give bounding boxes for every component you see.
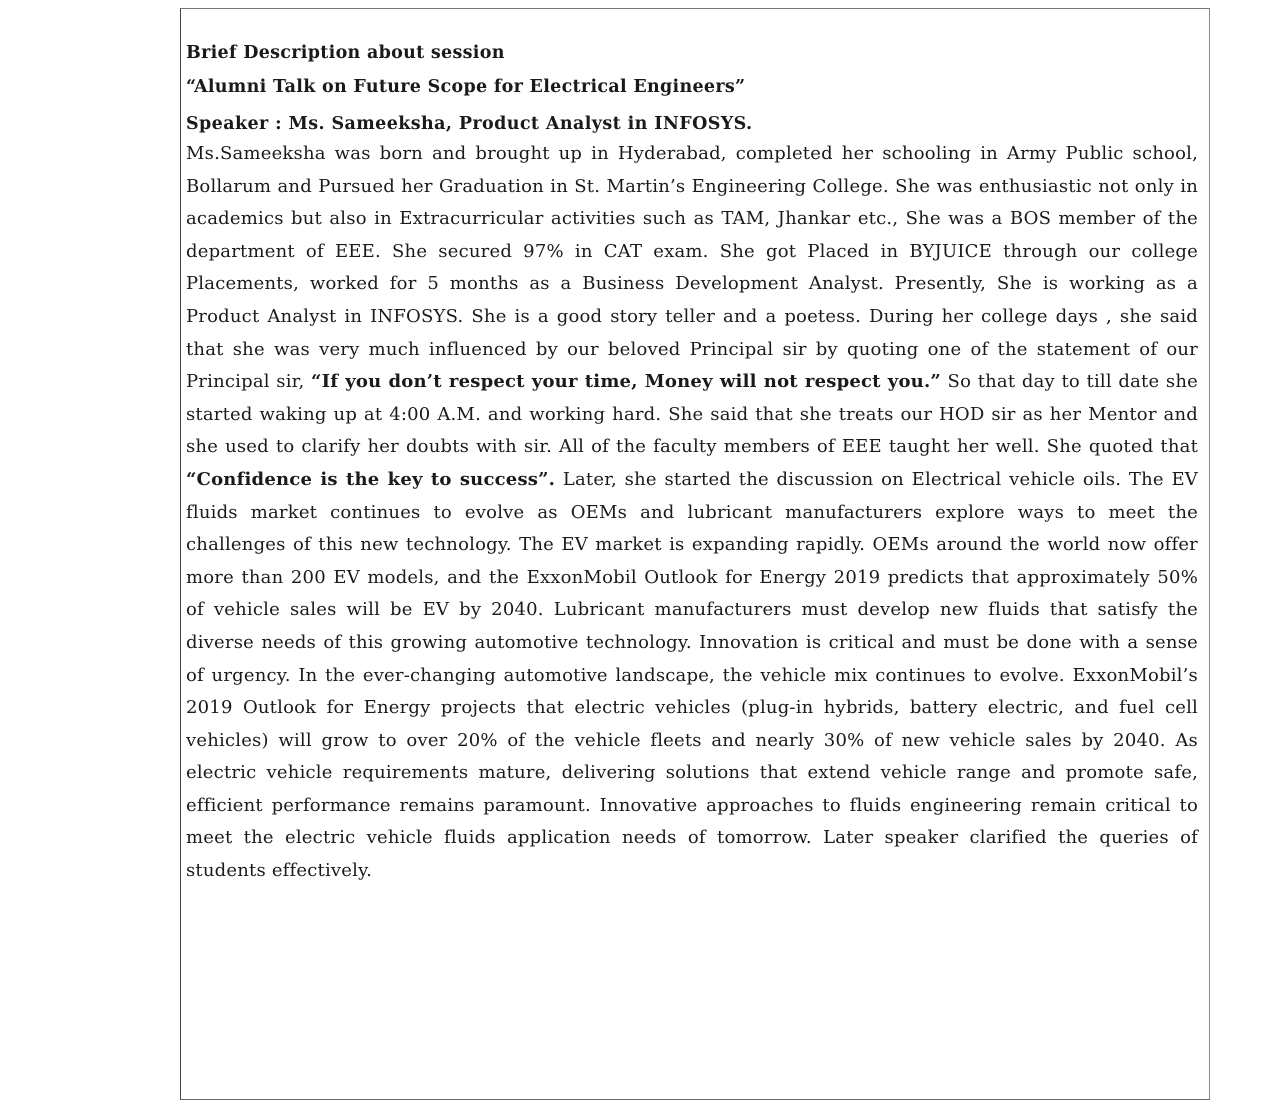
document-content — [186, 36, 1198, 888]
confidence-quote: “Confidence is the key to success”. — [186, 468, 556, 490]
session-title: “Alumni Talk on Future Scope for Electrical Engineers” — [186, 77, 746, 97]
description-part-2: So that day to till date she started waking up at 4:00 A.M. and working hard. She said that she treats our HOD sir as her Mentor and she used to clarify her doubts with sir. All of the faculty members of EEE taught her well. She quoted that — [186, 371, 1198, 458]
session-description — [186, 138, 1198, 888]
principal-quote: “If you don’t respect your time, Money will not respect you.” — [311, 371, 941, 393]
session-heading: Brief Description about session — [186, 43, 505, 63]
description-part-1: Ms.Sameeksha was born and brought up in Hyderabad, completed her schooling in Army Public school, Bollarum and Pursued her Graduation in St. Martin’s Engineering College. She was enthusiastic not only in academics but also in Extracurricular activities such as TAM, Jhankar etc., She was a BOS member of the department of EEE. She secured 97% in CAT exam. She got Placed in BYJUICE through our college Placements, worked for 5 months as a Business Development Analyst. Presently, She is working as a Product Analyst in INFOSYS. She is a good story teller and a poetess. During her college days , she said that she was very much influenced by our beloved Principal sir by quoting one of the statement of our Principal sir, — [186, 143, 1198, 393]
description-part-3: Later, she started the discussion on Electrical vehicle oils. The EV fluids market continues to evolve as OEMs and lubricant manufacturers explore ways to meet the challenges of this new technology. The EV market is expanding rapidly. OEMs around the world now offer more than 200 EV models, and the ExxonMobil Outlook for Energy 2019 predicts that approximately 50% of vehicle sales will be EV by 2040. Lubricant manufacturers must develop new fluids that satisfy the diverse needs of this growing automotive technology. Innovation is critical and must be done with a sense of urgency. In the ever-changing automotive landscape, the vehicle mix continues to evolve. ExxonMobil’s 2019 Outlook for Energy projects that electric vehicles (plug-in hybrids, battery electric, and fuel cell vehicles) will grow to over 20% of the vehicle fleets and nearly 30% of new vehicle sales by 2040. As electric vehicle requirements mature, delivering solutions that extend vehicle range and promote safe, efficient performance remains paramount. Innovative approaches to fluids engineering remain critical to meet the electric vehicle fluids application needs of tomorrow. Later speaker clarified the queries of students effectively. — [186, 468, 1198, 882]
speaker-line: Speaker : Ms. Sameeksha, Product Analyst in INFOSYS. — [186, 114, 753, 134]
